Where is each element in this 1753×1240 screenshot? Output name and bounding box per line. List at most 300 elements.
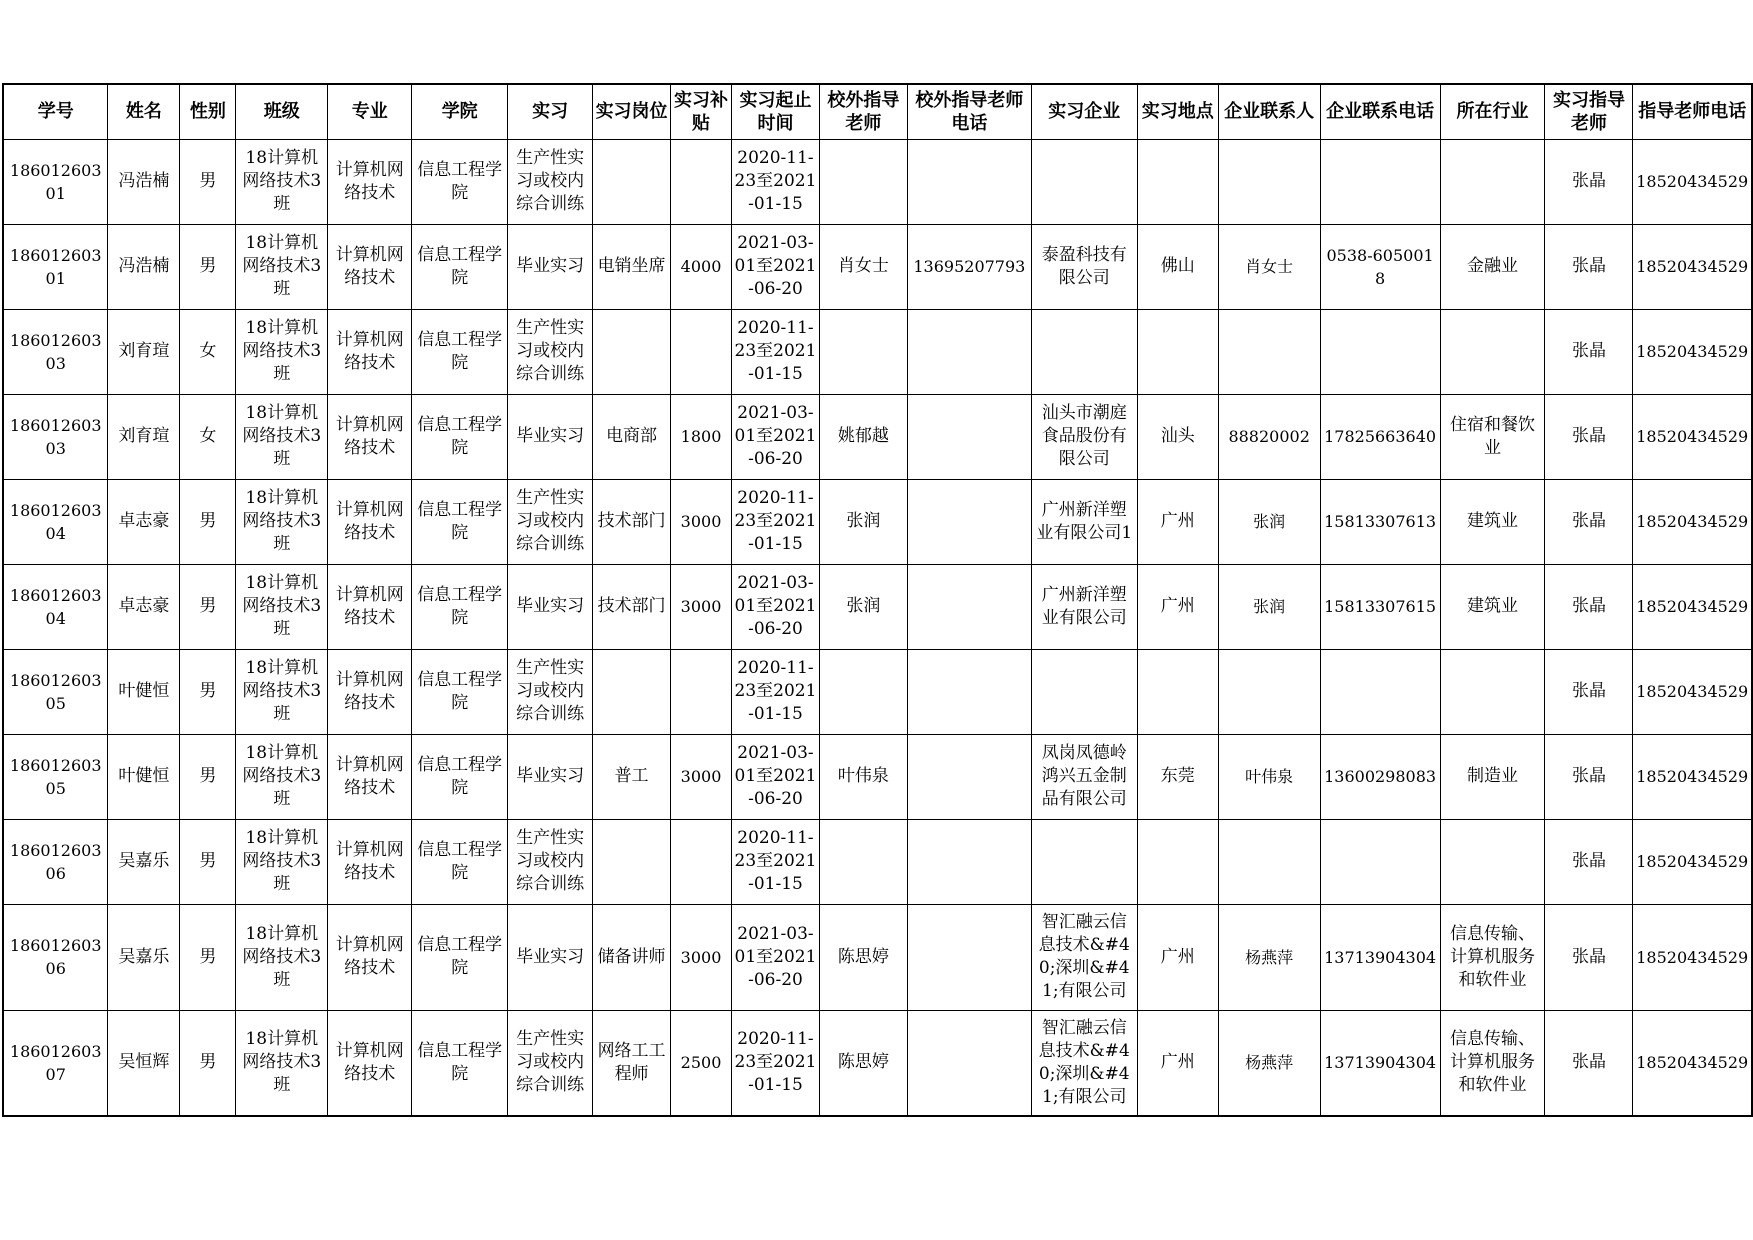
table-cell — [236, 479, 328, 564]
table-cell — [1031, 309, 1137, 394]
cell-text: 叶健恒 — [118, 766, 170, 786]
cell-text: 普工 — [614, 766, 649, 786]
table-cell — [1440, 1010, 1545, 1116]
table-cell — [593, 139, 671, 224]
table-row — [3, 904, 1752, 1010]
cell-text: 陈思婷 — [837, 946, 889, 967]
table-cell — [236, 394, 328, 479]
table-cell — [508, 904, 593, 1010]
cell-text: 毕业实习 — [516, 256, 585, 276]
cell-text: 18601260305 — [9, 755, 102, 798]
table-cell — [671, 1010, 732, 1116]
cell-text: 杨燕萍 — [1245, 947, 1294, 967]
table-cell — [1633, 734, 1752, 819]
cell-text: 陈思婷 — [837, 1052, 889, 1073]
cell-text: 生产性实习或校内综合训练 — [516, 488, 585, 554]
table-cell — [3, 1010, 108, 1116]
cell-text: 张润 — [846, 511, 881, 531]
cell-text: 男 — [199, 256, 217, 276]
header-company: 实习企业 — [1031, 84, 1137, 139]
cell-text: 张润 — [1253, 597, 1286, 616]
header-location: 实习地点 — [1137, 84, 1218, 139]
cell-text: 18601260303 — [9, 415, 102, 458]
table-cell — [907, 309, 1031, 394]
cell-text: 女 — [199, 426, 217, 446]
table-cell — [1137, 309, 1218, 394]
table-cell — [3, 564, 108, 649]
table-cell — [108, 1010, 180, 1116]
header-external-mentor: 校外指导老师 — [819, 84, 907, 139]
table-row — [3, 139, 1752, 224]
cell-text: 信息传输、计算机服务和软件业 — [1450, 1029, 1536, 1096]
table-cell — [1031, 1010, 1137, 1116]
table-cell — [907, 224, 1031, 309]
cell-text: 男 — [199, 511, 217, 531]
table-cell — [819, 224, 907, 309]
cell-text: 计算机网络技术 — [335, 329, 404, 373]
cell-text: 毕业实习 — [516, 426, 585, 446]
cell-text: 18520434529 — [1636, 767, 1749, 786]
cell-text: 冯浩楠 — [118, 256, 170, 276]
cell-text: 张晶 — [1571, 681, 1606, 701]
header-period: 实习起止时间 — [732, 84, 820, 139]
cell-text: 计算机网络技术 — [335, 244, 404, 288]
table-cell — [412, 394, 508, 479]
table-cell — [1137, 224, 1218, 309]
table-cell — [108, 819, 180, 904]
cell-text: 18计算机网络技术3班 — [242, 743, 322, 809]
table-cell — [907, 564, 1031, 649]
cell-text: 计算机网络技术 — [335, 839, 404, 883]
table-cell — [732, 479, 820, 564]
table-cell — [671, 649, 732, 734]
cell-text: 刘育瑄 — [118, 341, 170, 361]
header-gender: 性别 — [180, 84, 236, 139]
cell-text: 18计算机网络技术3班 — [242, 148, 322, 214]
cell-text: 18520434529 — [1636, 682, 1749, 701]
cell-text: 广州 — [1160, 1052, 1195, 1073]
table-cell — [1440, 139, 1545, 224]
table-cell — [412, 734, 508, 819]
table-cell — [1633, 394, 1752, 479]
cell-text: 张晶 — [1571, 426, 1606, 446]
header-external-mentor-phone: 校外指导老师电话 — [907, 84, 1031, 139]
cell-text: 卓志豪 — [118, 596, 170, 616]
table-cell — [1440, 224, 1545, 309]
table-cell — [1137, 1010, 1218, 1116]
table-cell — [412, 819, 508, 904]
table-cell — [1633, 139, 1752, 224]
table-cell — [328, 479, 412, 564]
table-cell — [1633, 819, 1752, 904]
cell-text: 13713904304 — [1324, 947, 1437, 967]
table-cell — [1633, 479, 1752, 564]
cell-text: 信息工程学院 — [417, 754, 503, 798]
cell-text: 3000 — [680, 512, 722, 531]
cell-text: 生产性实习或校内综合训练 — [516, 658, 585, 724]
table-cell — [907, 904, 1031, 1010]
cell-text: 姚郁越 — [837, 426, 889, 446]
header-internship: 实习 — [508, 84, 593, 139]
table-cell — [236, 1010, 328, 1116]
cell-text: 88820002 — [1228, 427, 1310, 446]
table-cell — [1545, 139, 1633, 224]
table-cell — [1545, 649, 1633, 734]
table-cell — [1137, 479, 1218, 564]
table-cell — [1320, 904, 1440, 1010]
table-cell — [1545, 564, 1633, 649]
table-cell — [1545, 819, 1633, 904]
cell-text: 18601260303 — [9, 330, 102, 373]
table-cell — [1320, 819, 1440, 904]
table-cell — [328, 309, 412, 394]
cell-text: 1800 — [680, 427, 722, 446]
cell-text: 男 — [199, 946, 217, 967]
table-cell — [1218, 309, 1320, 394]
table-cell — [328, 734, 412, 819]
cell-text: 18520434529 — [1636, 427, 1749, 446]
cell-text: 2020-11-23至2021-01-15 — [734, 318, 817, 384]
cell-text: 18601260307 — [9, 1041, 102, 1084]
cell-text: 卓志豪 — [118, 511, 170, 531]
table-cell — [108, 734, 180, 819]
table-cell — [412, 564, 508, 649]
cell-text: 2020-11-23至2021-01-15 — [734, 658, 817, 724]
cell-text: 电销坐席 — [597, 256, 666, 276]
table-cell — [328, 224, 412, 309]
cell-text: 18计算机网络技术3班 — [242, 573, 322, 639]
table-cell — [180, 734, 236, 819]
cell-text: 张晶 — [1571, 596, 1606, 616]
table-cell — [508, 819, 593, 904]
cell-text: 佛山 — [1160, 256, 1195, 276]
cell-text: 18601260304 — [9, 585, 102, 628]
header-advisor-phone: 指导老师电话 — [1633, 84, 1752, 139]
table-cell — [1137, 904, 1218, 1010]
table-cell — [593, 479, 671, 564]
cell-text: 2021-03-01至2021-06-20 — [734, 403, 817, 469]
cell-text: 张晶 — [1571, 171, 1606, 191]
table-cell — [236, 734, 328, 819]
cell-text: 18计算机网络技术3班 — [242, 318, 322, 384]
header-company-phone: 企业联系电话 — [1320, 84, 1440, 139]
cell-text: 男 — [199, 596, 217, 616]
cell-text: 18计算机网络技术3班 — [242, 923, 322, 990]
cell-text: 广州 — [1160, 596, 1195, 616]
table-cell — [3, 819, 108, 904]
table-cell — [819, 649, 907, 734]
cell-text: 信息工程学院 — [417, 329, 503, 373]
cell-text: 2021-03-01至2021-06-20 — [734, 573, 817, 639]
table-cell — [180, 819, 236, 904]
cell-text: 信息工程学院 — [417, 159, 503, 203]
cell-text: 男 — [199, 681, 217, 701]
table-cell — [593, 1010, 671, 1116]
cell-text: 2500 — [680, 1053, 722, 1073]
table-cell — [1440, 479, 1545, 564]
table-cell — [108, 139, 180, 224]
table-cell — [1137, 734, 1218, 819]
cell-text: 计算机网络技术 — [335, 414, 404, 458]
table-cell — [508, 139, 593, 224]
table-cell — [819, 734, 907, 819]
table-cell — [907, 394, 1031, 479]
table-cell — [1031, 819, 1137, 904]
table-cell — [508, 309, 593, 394]
cell-text: 13713904304 — [1324, 1053, 1437, 1073]
table-cell — [1545, 1010, 1633, 1116]
table-cell — [236, 564, 328, 649]
table-cell — [1218, 734, 1320, 819]
table-cell — [236, 139, 328, 224]
table-cell — [1440, 904, 1545, 1010]
header-major: 专业 — [328, 84, 412, 139]
cell-text: 信息工程学院 — [417, 414, 503, 458]
cell-text: 张晶 — [1571, 1052, 1606, 1073]
cell-text: 技术部门 — [597, 596, 666, 616]
table-cell — [3, 479, 108, 564]
table-cell — [1218, 139, 1320, 224]
table-cell — [732, 139, 820, 224]
cell-text: 计算机网络技术 — [335, 1040, 404, 1084]
table-cell — [180, 479, 236, 564]
table-row — [3, 734, 1752, 819]
table-cell — [819, 479, 907, 564]
table-cell — [732, 904, 820, 1010]
table-cell — [593, 904, 671, 1010]
table-cell — [236, 309, 328, 394]
table-cell — [3, 139, 108, 224]
table-cell — [593, 224, 671, 309]
cell-text: 生产性实习或校内综合训练 — [516, 318, 585, 384]
table-cell — [1031, 649, 1137, 734]
cell-text: 计算机网络技术 — [335, 754, 404, 798]
table-cell — [508, 1010, 593, 1116]
cell-text: 计算机网络技术 — [335, 935, 404, 978]
table-cell — [593, 734, 671, 819]
table-cell — [108, 479, 180, 564]
cell-text: 2020-11-23至2021-01-15 — [734, 1029, 817, 1096]
cell-text: 建筑业 — [1467, 596, 1519, 616]
table-cell — [1320, 564, 1440, 649]
table-cell — [1031, 734, 1137, 819]
cell-text: 叶健恒 — [118, 681, 170, 701]
table-cell — [1440, 649, 1545, 734]
cell-text: 18计算机网络技术3班 — [242, 488, 322, 554]
cell-text: 肖女士 — [837, 256, 889, 276]
table-row — [3, 479, 1752, 564]
table-cell — [1031, 479, 1137, 564]
cell-text: 刘育瑄 — [118, 426, 170, 446]
cell-text: 男 — [199, 1052, 217, 1073]
cell-text: 广州新洋塑业有限公司 — [1041, 584, 1127, 628]
cell-text: 3000 — [680, 597, 722, 616]
table-cell — [732, 819, 820, 904]
table-cell — [108, 904, 180, 1010]
cell-text: 叶伟泉 — [837, 766, 889, 786]
table-cell — [1320, 394, 1440, 479]
table-cell — [907, 649, 1031, 734]
cell-text: 储备讲师 — [597, 946, 666, 967]
table-cell — [108, 224, 180, 309]
cell-text: 计算机网络技术 — [335, 584, 404, 628]
table-cell — [1440, 394, 1545, 479]
table-cell — [1440, 819, 1545, 904]
table-cell — [1633, 309, 1752, 394]
table-cell — [1137, 649, 1218, 734]
cell-text: 生产性实习或校内综合训练 — [516, 1029, 585, 1096]
header-class: 班级 — [236, 84, 328, 139]
cell-text: 广州 — [1160, 946, 1195, 967]
table-cell — [3, 224, 108, 309]
cell-text: 18520434529 — [1636, 852, 1749, 871]
cell-text: 住宿和餐饮业 — [1450, 414, 1536, 458]
table-cell — [180, 139, 236, 224]
table-cell — [671, 224, 732, 309]
table-cell — [1320, 649, 1440, 734]
table-cell — [671, 139, 732, 224]
cell-text: 毕业实习 — [516, 766, 585, 786]
header-company-contact: 企业联系人 — [1218, 84, 1320, 139]
table-cell — [732, 309, 820, 394]
cell-text: 信息工程学院 — [417, 839, 503, 883]
table-cell — [819, 819, 907, 904]
table-cell — [328, 1010, 412, 1116]
cell-text: 张晶 — [1571, 511, 1606, 531]
cell-text: 18计算机网络技术3班 — [242, 403, 322, 469]
cell-text: 计算机网络技术 — [335, 159, 404, 203]
cell-text: 信息工程学院 — [417, 935, 503, 978]
cell-text: 智汇融云信息技术&#40;深圳&#41;有限公司 — [1038, 912, 1130, 1001]
table-cell — [412, 904, 508, 1010]
table-cell — [732, 224, 820, 309]
table-row — [3, 1010, 1752, 1116]
table-cell — [907, 1010, 1031, 1116]
table-cell — [1633, 904, 1752, 1010]
table-cell — [180, 904, 236, 1010]
cell-text: 4000 — [680, 257, 722, 276]
cell-text: 2020-11-23至2021-01-15 — [734, 828, 817, 894]
header-name: 姓名 — [108, 84, 180, 139]
table-cell — [1137, 564, 1218, 649]
table-cell — [1218, 649, 1320, 734]
table-cell — [1545, 734, 1633, 819]
table-cell — [1218, 819, 1320, 904]
table-cell — [412, 309, 508, 394]
cell-text: 金融业 — [1467, 256, 1519, 276]
table-cell — [732, 394, 820, 479]
internship-table-sheet — [2, 83, 1753, 1117]
table-cell — [236, 819, 328, 904]
table-cell — [1545, 309, 1633, 394]
cell-text: 电商部 — [606, 426, 658, 446]
cell-text: 生产性实习或校内综合训练 — [516, 828, 585, 894]
table-cell — [3, 309, 108, 394]
table-cell — [1320, 1010, 1440, 1116]
table-cell — [1218, 564, 1320, 649]
cell-text: 信息工程学院 — [417, 244, 503, 288]
table-cell — [732, 734, 820, 819]
table-cell — [593, 649, 671, 734]
cell-text: 冯浩楠 — [118, 171, 170, 191]
cell-text: 毕业实习 — [516, 596, 585, 616]
table-cell — [180, 1010, 236, 1116]
cell-text: 汕头市潮庭食品股份有限公司 — [1041, 403, 1127, 469]
cell-text: 技术部门 — [597, 511, 666, 531]
table-cell — [328, 139, 412, 224]
table-cell — [1137, 819, 1218, 904]
cell-text: 18520434529 — [1636, 947, 1749, 967]
cell-text: 男 — [199, 851, 217, 871]
cell-text: 18计算机网络技术3班 — [242, 233, 322, 299]
table-cell — [907, 819, 1031, 904]
table-cell — [236, 649, 328, 734]
cell-text: 凤岗凤德岭鸿兴五金制品有限公司 — [1041, 743, 1127, 809]
cell-text: 张晶 — [1571, 851, 1606, 871]
cell-text: 2021-03-01至2021-06-20 — [734, 923, 817, 990]
table-cell — [108, 309, 180, 394]
cell-text: 18601260301 — [9, 160, 102, 203]
table-cell — [1320, 479, 1440, 564]
table-cell — [732, 564, 820, 649]
cell-text: 18520434529 — [1636, 257, 1749, 276]
table-cell — [1633, 224, 1752, 309]
cell-text: 张晶 — [1571, 256, 1606, 276]
table-cell — [593, 309, 671, 394]
cell-text: 张润 — [846, 596, 881, 616]
header-student-id: 学号 — [3, 84, 108, 139]
cell-text: 张晶 — [1571, 946, 1606, 967]
table-cell — [593, 564, 671, 649]
cell-text: 张晶 — [1571, 341, 1606, 361]
table-cell — [671, 309, 732, 394]
table-cell — [732, 649, 820, 734]
table-cell — [328, 904, 412, 1010]
table-cell — [1137, 139, 1218, 224]
table-cell — [819, 904, 907, 1010]
cell-text: 男 — [199, 171, 217, 191]
table-cell — [180, 649, 236, 734]
cell-text: 智汇融云信息技术&#40;深圳&#41;有限公司 — [1038, 1017, 1130, 1107]
table-cell — [3, 394, 108, 479]
table-cell — [1031, 904, 1137, 1010]
table-cell — [108, 564, 180, 649]
table-cell — [1218, 904, 1320, 1010]
cell-text: 18计算机网络技术3班 — [242, 658, 322, 724]
table-cell — [412, 224, 508, 309]
table-cell — [1031, 224, 1137, 309]
table-cell — [1320, 224, 1440, 309]
cell-text: 张晶 — [1571, 766, 1606, 786]
table-cell — [819, 1010, 907, 1116]
cell-text: 18601260305 — [9, 670, 102, 713]
table-cell — [907, 479, 1031, 564]
table-cell — [1320, 139, 1440, 224]
cell-text: 18计算机网络技术3班 — [242, 828, 322, 894]
table-cell — [1545, 224, 1633, 309]
cell-text: 泰盈科技有限公司 — [1041, 244, 1127, 288]
cell-text: 3000 — [680, 767, 722, 786]
cell-text: 张润 — [1253, 512, 1286, 531]
cell-text: 0538-6050018 — [1326, 245, 1434, 288]
cell-text: 计算机网络技术 — [335, 499, 404, 543]
table-cell — [1218, 224, 1320, 309]
table-cell — [1545, 394, 1633, 479]
cell-text: 叶伟泉 — [1245, 767, 1294, 786]
table-cell — [508, 564, 593, 649]
cell-text: 女 — [199, 341, 217, 361]
table-cell — [412, 1010, 508, 1116]
